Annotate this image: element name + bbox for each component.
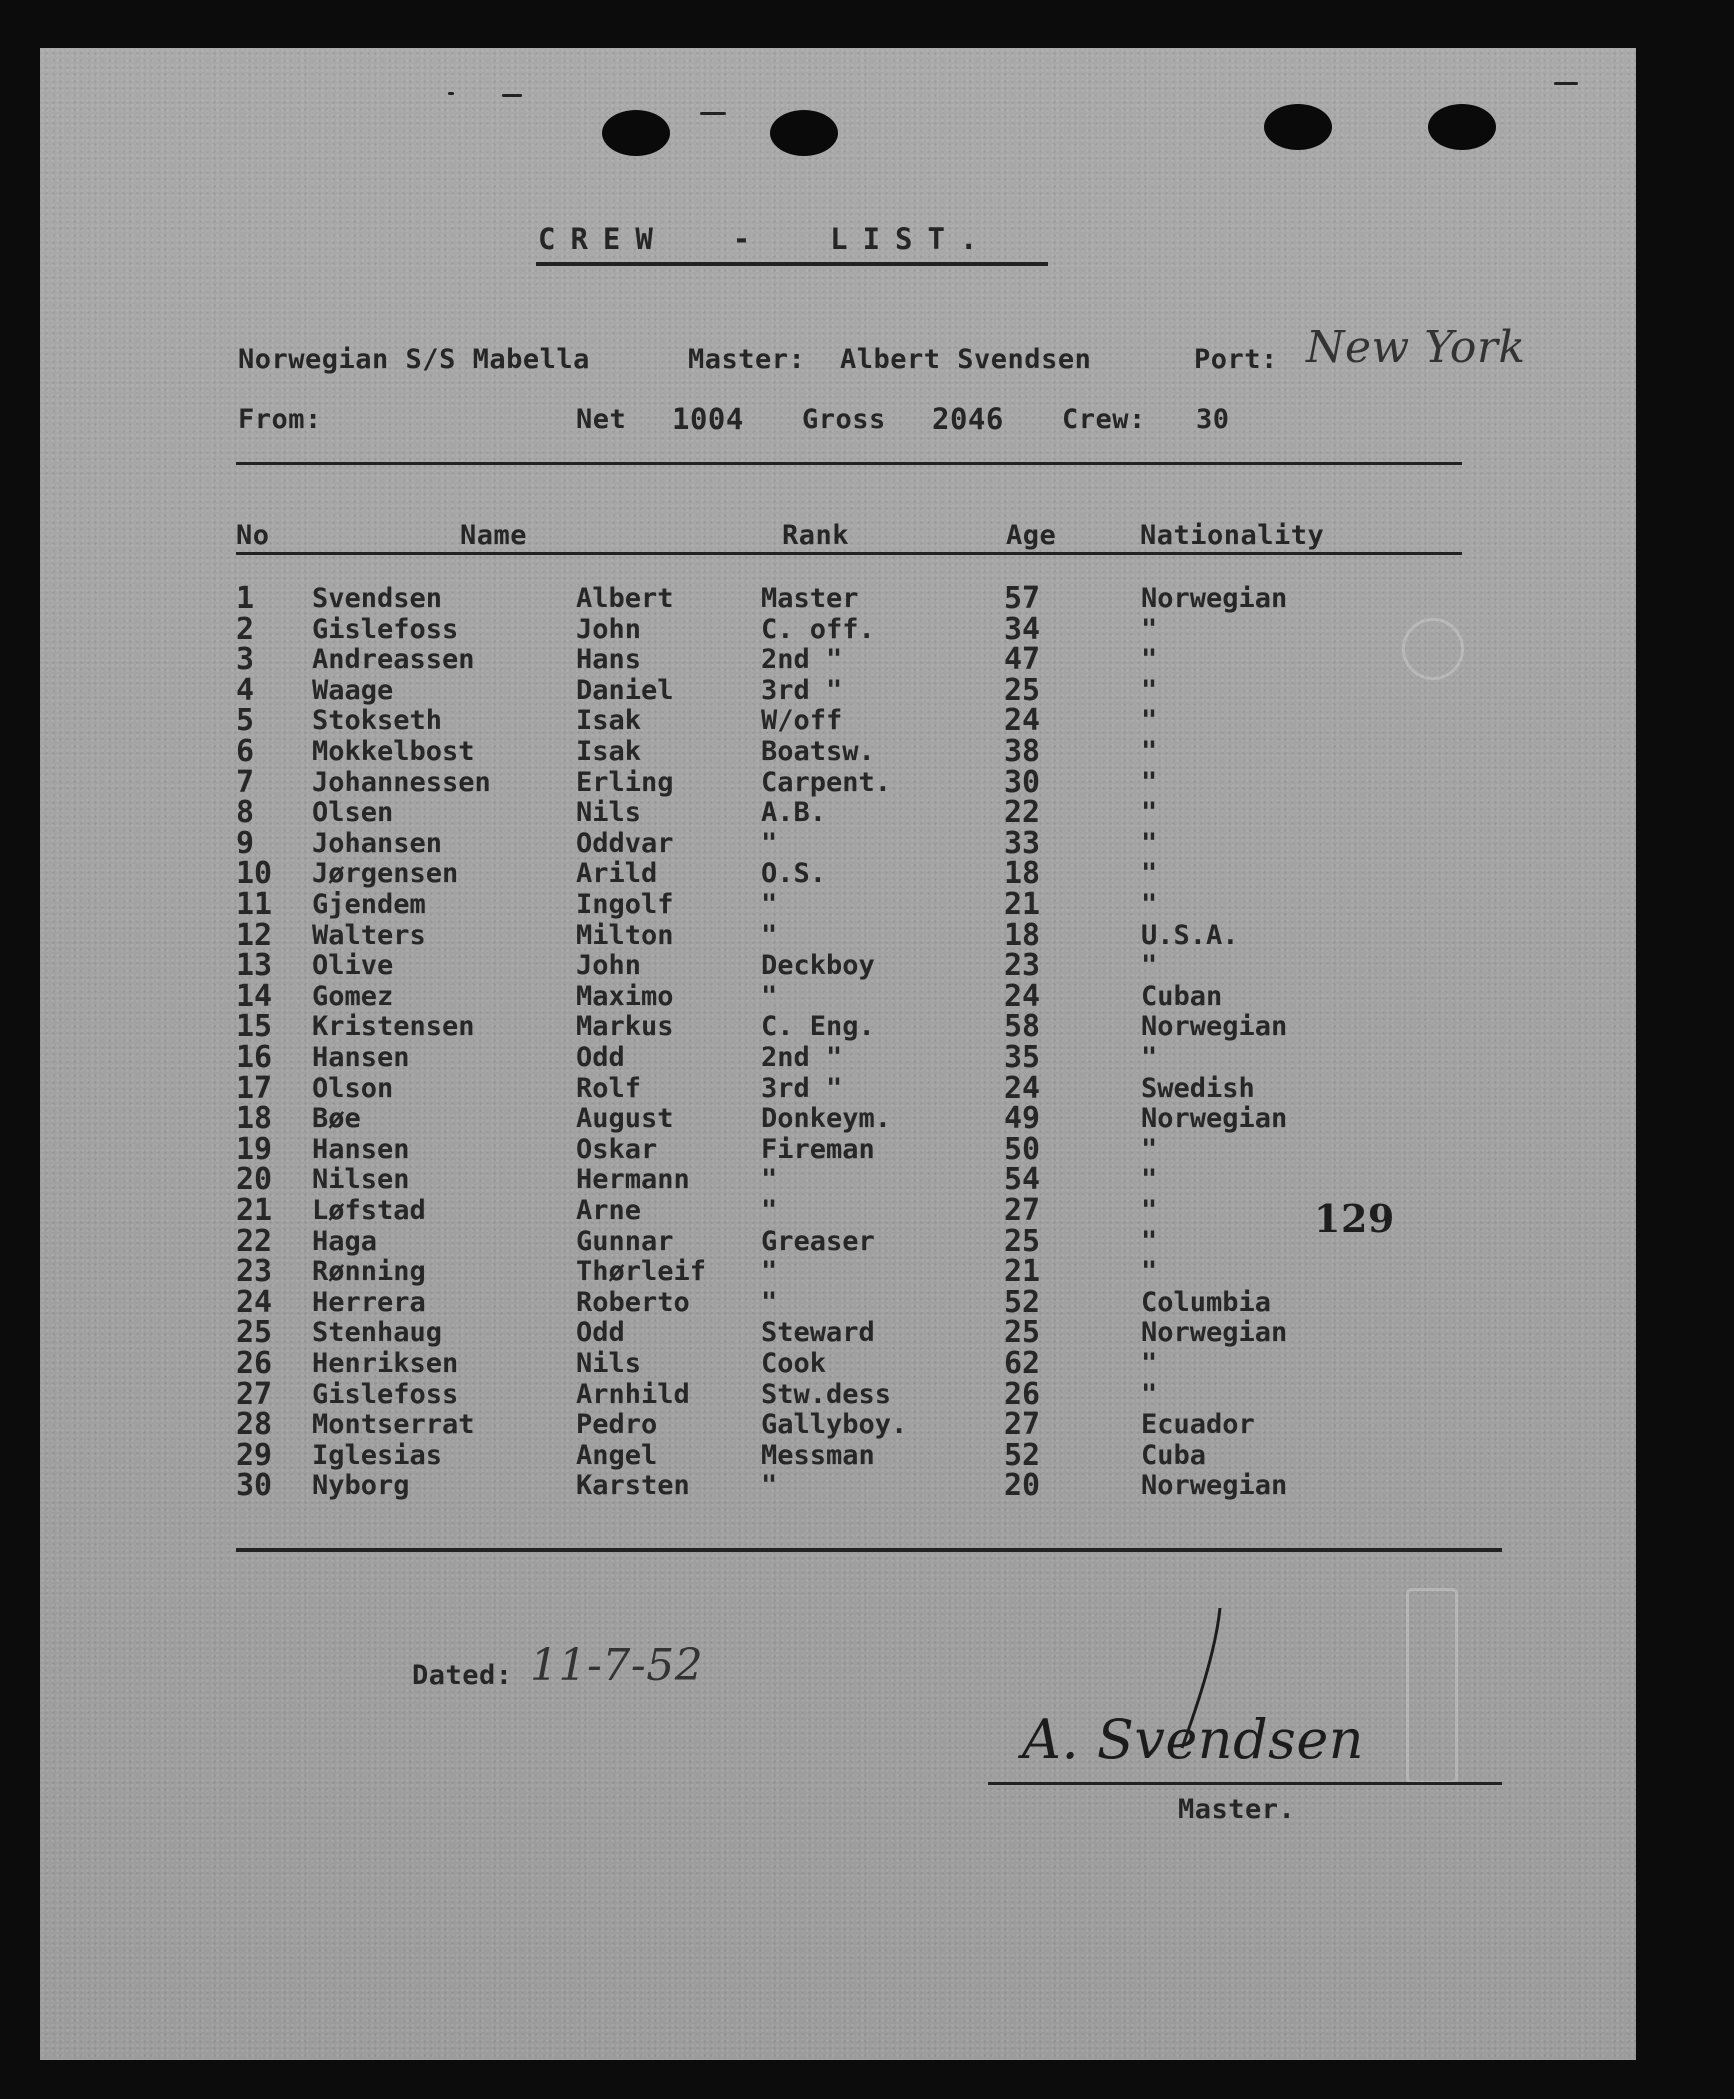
crew-age: 25: [1004, 1315, 1041, 1351]
document-title: CREW - LIST.: [538, 222, 993, 256]
crew-rank: ": [761, 1470, 778, 1502]
crew-surname: Gjendem: [312, 889, 426, 920]
crew-nationality: ": [1141, 674, 1158, 706]
crew-rank: W/off: [761, 705, 843, 737]
crew-nationality: ": [1141, 1378, 1158, 1410]
crew-given-name: John: [576, 950, 642, 982]
crew-surname: Nilsen: [312, 1164, 410, 1196]
from-label: From:: [238, 404, 322, 435]
paper-speck: [502, 94, 522, 97]
crew-age: 18: [1004, 917, 1041, 953]
crew-no: 10: [236, 856, 273, 892]
crew-surname: Andreassen: [312, 644, 475, 676]
crew-age: 27: [1004, 1407, 1041, 1443]
crew-age: 24: [1004, 1070, 1041, 1106]
column-header-rule: [236, 552, 1462, 555]
crew-nationality: ": [1141, 644, 1158, 676]
crew-given-name: Oddvar: [576, 827, 674, 859]
crew-given-name: Arnhild: [576, 1378, 690, 1410]
column-header-nationality: Nationality: [1140, 520, 1325, 551]
crew-rank: Donkeym.: [761, 1103, 892, 1135]
crew-age: 18: [1004, 856, 1041, 892]
crew-rank: Carpent.: [761, 766, 892, 798]
crew-nationality: ": [1141, 827, 1158, 859]
header-rule: [236, 462, 1462, 465]
crew-given-name: Odd: [576, 1042, 625, 1073]
signature-flourish: [1160, 1598, 1240, 1758]
crew-no: 18: [236, 1101, 273, 1137]
crew-age: 52: [1004, 1437, 1041, 1473]
crew-given-name: Isak: [576, 705, 642, 737]
punch-hole: [602, 110, 670, 156]
crew-given-name: Albert: [576, 583, 674, 614]
crew-given-name: John: [576, 613, 642, 645]
crew-surname: Hansen: [312, 1133, 410, 1165]
crew-no: 12: [236, 917, 273, 953]
crew-no: 4: [236, 672, 255, 708]
crew-surname: Johannessen: [312, 766, 491, 798]
paper-speck: [700, 112, 726, 115]
crew-age: 50: [1004, 1131, 1041, 1167]
crew-age: 25: [1004, 1223, 1041, 1259]
crew-age: 47: [1004, 642, 1041, 678]
crew-given-name: Roberto: [576, 1286, 690, 1318]
crew-surname: Olsen: [312, 797, 394, 829]
crew-nationality: Norwegian: [1141, 583, 1288, 614]
crew-age: 22: [1004, 795, 1041, 831]
crew-nationality: Columbia: [1141, 1286, 1272, 1318]
crew-nationality: ": [1141, 889, 1158, 920]
crew-surname: Herrera: [312, 1286, 426, 1318]
paper-watermark: [1406, 1588, 1458, 1784]
crew-surname: Svendsen: [312, 583, 443, 614]
gross-label: Gross: [802, 404, 886, 435]
crew-nationality: ": [1141, 1164, 1158, 1196]
crew-age: 49: [1004, 1101, 1041, 1137]
crew-age: 20: [1004, 1468, 1041, 1504]
crew-given-name: Markus: [576, 1011, 674, 1043]
crew-nationality: Norwegian: [1141, 1470, 1288, 1502]
crew-surname: Waage: [312, 674, 394, 706]
crew-nationality: ": [1141, 858, 1158, 890]
crew-rank: 3rd ": [761, 674, 843, 706]
crew-rank: 2nd ": [761, 1042, 843, 1073]
crew-age: 58: [1004, 1009, 1041, 1045]
crew-surname: Hansen: [312, 1042, 410, 1073]
crew-rank: Steward: [761, 1317, 875, 1349]
crew-no: 15: [236, 1009, 273, 1045]
crew-nationality: Norwegian: [1141, 1011, 1288, 1043]
crew-surname: Rønning: [312, 1256, 426, 1288]
crew-given-name: Thørleif: [576, 1256, 707, 1288]
crew-given-name: Milton: [576, 919, 674, 951]
title-underline: [536, 262, 1048, 266]
crew-no: 2: [236, 611, 255, 647]
crew-given-name: Maximo: [576, 980, 674, 1012]
crew-age: 21: [1004, 887, 1041, 922]
crew-nationality: ": [1141, 1256, 1158, 1288]
crew-no: 3: [236, 642, 255, 678]
crew-surname: Gislefoss: [312, 613, 459, 645]
crew-rank: O.S.: [761, 858, 827, 890]
crew-given-name: Pedro: [576, 1409, 658, 1441]
net-value: 1004: [672, 402, 744, 436]
crew-age: 34: [1004, 611, 1041, 647]
crew-age: 24: [1004, 978, 1041, 1014]
crew-given-name: Ingolf: [576, 889, 674, 920]
gross-value: 2046: [932, 402, 1004, 436]
signature-role: Master.: [1178, 1794, 1296, 1825]
crew-rank: Cook: [761, 1348, 827, 1379]
footer-rule: [236, 1548, 1502, 1552]
paper-speck: [448, 92, 454, 95]
crew-rank: Stw.dess: [761, 1378, 892, 1410]
crew-surname: Bøe: [312, 1103, 361, 1135]
crew-age: 35: [1004, 1040, 1041, 1075]
crew-nationality: ": [1141, 950, 1158, 982]
crew-surname: Løfstad: [312, 1195, 426, 1226]
crew-no: 22: [236, 1223, 273, 1259]
document-page: [40, 48, 1636, 2060]
crew-age: 21: [1004, 1254, 1041, 1290]
crew-rank: ": [761, 980, 778, 1012]
crew-no: 19: [236, 1131, 273, 1167]
crew-given-name: Nils: [576, 1348, 642, 1379]
signature-line: [988, 1782, 1502, 1785]
master-label: Master:: [688, 344, 806, 375]
crew-no: 1: [236, 581, 255, 616]
crew-given-name: Erling: [576, 766, 674, 798]
crew-given-name: Hermann: [576, 1164, 690, 1196]
master-name: Albert Svendsen: [840, 344, 1092, 375]
crew-surname: Henriksen: [312, 1348, 459, 1379]
crew-given-name: Odd: [576, 1317, 625, 1349]
punch-hole: [1428, 104, 1496, 150]
crew-no: 16: [236, 1040, 273, 1075]
crew-value: 30: [1196, 404, 1230, 435]
crew-no: 28: [236, 1407, 273, 1443]
crew-rank: C. Eng.: [761, 1011, 875, 1043]
crew-rank: ": [761, 1195, 778, 1226]
crew-age: 27: [1004, 1193, 1041, 1228]
crew-no: 21: [236, 1193, 273, 1228]
crew-nationality: ": [1141, 1133, 1158, 1165]
crew-age: 52: [1004, 1284, 1041, 1320]
crew-age: 62: [1004, 1346, 1041, 1381]
crew-no: 11: [236, 887, 273, 922]
crew-nationality: Norwegian: [1141, 1317, 1288, 1349]
crew-rank: ": [761, 1286, 778, 1318]
crew-surname: Stenhaug: [312, 1317, 443, 1349]
crew-given-name: Angel: [576, 1439, 658, 1471]
crew-given-name: Arne: [576, 1195, 642, 1226]
crew-age: 24: [1004, 703, 1041, 739]
crew-surname: Mokkelbost: [312, 736, 475, 767]
crew-rank: 2nd ": [761, 644, 843, 676]
crew-nationality: ": [1141, 1225, 1158, 1257]
crew-rank: C. off.: [761, 613, 875, 645]
crew-given-name: Nils: [576, 797, 642, 829]
dated-value: 11-7-52: [530, 1640, 704, 1691]
crew-nationality: Norwegian: [1141, 1103, 1288, 1135]
net-label: Net: [576, 404, 627, 435]
crew-nationality: ": [1141, 705, 1158, 737]
crew-no: 13: [236, 948, 273, 984]
crew-no: 20: [236, 1162, 273, 1198]
crew-no: 25: [236, 1315, 273, 1351]
crew-nationality: ": [1141, 1195, 1158, 1226]
crew-given-name: Arild: [576, 858, 658, 890]
crew-age: 33: [1004, 825, 1041, 861]
crew-rank: A.B.: [761, 797, 827, 829]
crew-surname: Kristensen: [312, 1011, 475, 1043]
column-header-name: Name: [460, 520, 528, 551]
crew-nationality: ": [1141, 797, 1158, 829]
crew-no: 17: [236, 1070, 273, 1106]
crew-rank: Messman: [761, 1439, 875, 1471]
crew-no: 27: [236, 1376, 273, 1412]
crew-rank: Boatsw.: [761, 736, 875, 767]
column-header-rank: Rank: [782, 520, 850, 551]
port-label: Port:: [1194, 344, 1278, 375]
crew-no: 9: [236, 825, 255, 861]
crew-nationality: ": [1141, 736, 1158, 767]
crew-rank: ": [761, 1256, 778, 1288]
paper-watermark: [1402, 618, 1464, 680]
crew-age: 30: [1004, 764, 1041, 800]
crew-rank: Fireman: [761, 1133, 875, 1165]
crew-surname: Stokseth: [312, 705, 443, 737]
crew-label: Crew:: [1062, 404, 1146, 435]
crew-surname: Haga: [312, 1225, 378, 1257]
crew-surname: Johansen: [312, 827, 443, 859]
crew-given-name: August: [576, 1103, 674, 1135]
crew-rank: ": [761, 889, 778, 920]
dated-label: Dated:: [412, 1660, 513, 1691]
column-header-age: Age: [1006, 520, 1057, 551]
crew-nationality: ": [1141, 1348, 1158, 1379]
crew-rank: Master: [761, 583, 859, 614]
crew-surname: Nyborg: [312, 1470, 410, 1502]
crew-nationality: Cuban: [1141, 980, 1223, 1012]
column-header-no: No: [236, 520, 270, 551]
crew-nationality: ": [1141, 766, 1158, 798]
crew-surname: Gomez: [312, 980, 394, 1012]
crew-given-name: Oskar: [576, 1133, 658, 1165]
crew-nationality: ": [1141, 613, 1158, 645]
crew-age: 54: [1004, 1162, 1041, 1198]
crew-no: 8: [236, 795, 255, 831]
crew-age: 25: [1004, 672, 1041, 708]
crew-rank: Deckboy: [761, 950, 875, 982]
crew-no: 30: [236, 1468, 273, 1504]
vessel-name: Norwegian S/S Mabella: [238, 344, 590, 375]
crew-no: 7: [236, 764, 255, 800]
page-annotation-number: 129: [1314, 1196, 1395, 1241]
crew-surname: Olson: [312, 1072, 394, 1104]
crew-nationality: Ecuador: [1141, 1409, 1255, 1441]
crew-given-name: Daniel: [576, 674, 674, 706]
crew-no: 5: [236, 703, 255, 739]
crew-given-name: Rolf: [576, 1072, 642, 1104]
crew-surname: Iglesias: [312, 1439, 443, 1471]
crew-no: 23: [236, 1254, 273, 1290]
crew-age: 26: [1004, 1376, 1041, 1412]
crew-rank: Greaser: [761, 1225, 875, 1257]
paper-speck: [1554, 82, 1578, 85]
crew-rank: Gallyboy.: [761, 1409, 908, 1441]
crew-surname: Gislefoss: [312, 1378, 459, 1410]
crew-surname: Montserrat: [312, 1409, 475, 1441]
master-signature: A. Svendsen: [1022, 1708, 1365, 1771]
crew-no: 29: [236, 1437, 273, 1473]
crew-no: 24: [236, 1284, 273, 1320]
port-value: New York: [1306, 322, 1526, 373]
crew-nationality: Cuba: [1141, 1439, 1207, 1471]
crew-no: 26: [236, 1346, 273, 1381]
crew-age: 23: [1004, 948, 1041, 984]
crew-nationality: U.S.A.: [1141, 919, 1239, 951]
crew-rank: 3rd ": [761, 1072, 843, 1104]
crew-given-name: Gunnar: [576, 1225, 674, 1257]
crew-surname: Jørgensen: [312, 858, 459, 890]
crew-nationality: ": [1141, 1042, 1158, 1073]
punch-hole: [770, 110, 838, 156]
crew-nationality: Swedish: [1141, 1072, 1255, 1104]
crew-no: 14: [236, 978, 273, 1014]
crew-given-name: Karsten: [576, 1470, 690, 1502]
crew-rank: ": [761, 1164, 778, 1196]
punch-hole: [1264, 104, 1332, 150]
crew-age: 38: [1004, 734, 1041, 769]
crew-surname: Walters: [312, 919, 426, 951]
crew-rank: ": [761, 919, 778, 951]
crew-rank: ": [761, 827, 778, 859]
crew-surname: Olive: [312, 950, 394, 982]
crew-given-name: Isak: [576, 736, 642, 767]
crew-age: 57: [1004, 581, 1041, 616]
crew-given-name: Hans: [576, 644, 642, 676]
crew-no: 6: [236, 734, 255, 769]
